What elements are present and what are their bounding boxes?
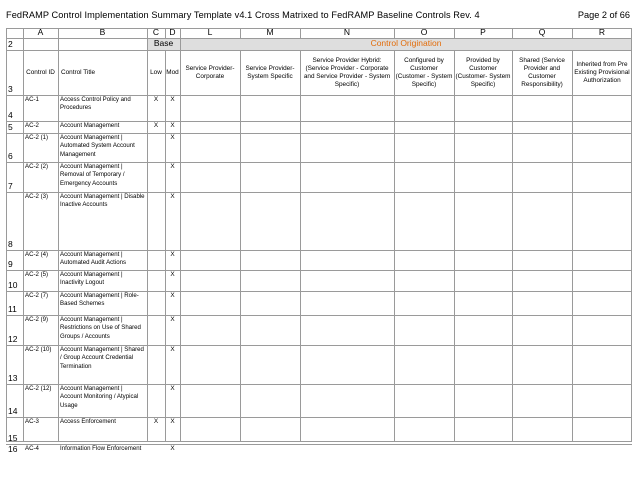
control-id[interactable]: AC-2 (9) — [25, 316, 49, 323]
empty-cell[interactable] — [300, 250, 394, 270]
page-number: Page 2 of 66 — [577, 10, 630, 20]
control-id[interactable]: AC-4 — [25, 445, 39, 452]
control-title[interactable]: Account Management | Automated System Account Management — [60, 134, 135, 158]
empty-cell[interactable] — [180, 250, 240, 270]
low-mark[interactable] — [147, 444, 165, 445]
spreadsheet-grid — [6, 28, 632, 454]
column-title: Service Provider Hybrid: (Service Provider - Corporate and Service Provider - System Specific) — [303, 56, 391, 88]
column-title: Configured by Customer (Customer - System Specific) — [395, 56, 453, 88]
column-header-n[interactable]: N — [343, 28, 351, 37]
empty-cell[interactable] — [454, 162, 512, 192]
row-number[interactable]: 11 — [8, 304, 17, 314]
empty-cell[interactable] — [300, 315, 394, 345]
empty-cell[interactable] — [300, 121, 394, 133]
control-id[interactable]: AC-2 (10) — [25, 346, 52, 353]
empty-cell[interactable] — [572, 384, 632, 417]
column-title: Shared (Service Provider and Customer Responsibility) — [519, 56, 565, 88]
low-mark[interactable] — [147, 345, 165, 384]
empty-cell[interactable] — [394, 133, 454, 162]
empty-cell[interactable] — [512, 192, 572, 250]
control-origination-label: Control Origination — [370, 39, 442, 48]
empty-cell[interactable] — [240, 133, 300, 162]
control-id[interactable]: AC-3 — [25, 418, 39, 425]
empty-cell[interactable] — [454, 192, 512, 250]
empty-cell[interactable] — [180, 270, 240, 291]
empty-cell[interactable] — [512, 315, 572, 345]
empty-cell[interactable] — [300, 95, 394, 121]
column-header-b[interactable]: B — [99, 28, 106, 37]
row-number[interactable]: 9 — [8, 259, 13, 269]
mod-mark[interactable]: X — [170, 418, 175, 425]
empty-cell[interactable] — [180, 417, 240, 444]
empty-cell[interactable] — [300, 417, 394, 444]
control-id[interactable]: AC-2 (5) — [25, 271, 49, 278]
empty-cell[interactable] — [454, 250, 512, 270]
empty-cell[interactable] — [512, 291, 572, 315]
empty-cell[interactable] — [394, 384, 454, 417]
empty-cell[interactable] — [394, 315, 454, 345]
low-mark[interactable]: X — [153, 96, 159, 103]
low-mark[interactable] — [147, 133, 165, 162]
row-number[interactable]: 14 — [8, 406, 18, 416]
empty-cell[interactable] — [512, 121, 572, 133]
empty-cell[interactable] — [572, 250, 632, 270]
column-header-l[interactable]: L — [207, 28, 213, 37]
empty-cell[interactable] — [240, 291, 300, 315]
low-mark[interactable] — [147, 384, 165, 417]
empty-cell[interactable] — [180, 162, 240, 192]
row-number[interactable]: 7 — [8, 181, 13, 191]
empty-cell[interactable] — [180, 192, 240, 250]
empty-cell[interactable] — [240, 192, 300, 250]
empty-cell[interactable] — [394, 250, 454, 270]
empty-cell[interactable] — [394, 291, 454, 315]
mod-mark[interactable]: X — [170, 163, 175, 170]
column-title: Provided by Customer (Customer- System Specific) — [455, 56, 511, 88]
column-header-o[interactable]: O — [420, 28, 428, 37]
column-title: Service Provider-Corporate — [185, 64, 235, 80]
empty-cell[interactable] — [300, 133, 394, 162]
control-title[interactable]: Account Management | Removal of Temporary / Emergency Accounts — [60, 163, 125, 187]
control-id[interactable]: AC-2 (7) — [25, 292, 49, 299]
control-id[interactable]: AC-2 (12) — [25, 385, 52, 392]
empty-cell[interactable] — [512, 162, 572, 192]
mod-mark[interactable]: X — [170, 193, 175, 200]
control-title[interactable]: Account Management | Automated Audit Actions — [60, 251, 127, 267]
row-number[interactable]: 4 — [8, 110, 13, 120]
column-header-m[interactable]: M — [266, 28, 274, 37]
empty-cell[interactable] — [572, 315, 632, 345]
row-number[interactable]: 2 — [8, 39, 13, 49]
control-title[interactable]: Access Enforcement — [60, 418, 116, 425]
empty-cell[interactable] — [512, 270, 572, 291]
empty-cell[interactable] — [180, 291, 240, 315]
empty-cell[interactable] — [454, 133, 512, 162]
empty-cell[interactable] — [572, 121, 632, 133]
empty-cell[interactable] — [180, 384, 240, 417]
column-header-p[interactable]: P — [480, 28, 486, 37]
empty-cell[interactable] — [240, 162, 300, 192]
column-title: Low — [150, 68, 162, 76]
control-id[interactable]: AC-2 (4) — [25, 251, 49, 258]
empty-cell[interactable] — [240, 345, 300, 384]
empty-cell[interactable] — [180, 345, 240, 384]
column-title: Mod — [166, 68, 179, 76]
column-header-r[interactable]: R — [598, 28, 606, 37]
control-id[interactable]: AC-1 — [25, 96, 39, 103]
low-mark[interactable]: X — [153, 122, 159, 129]
column-header-a[interactable]: A — [37, 28, 44, 37]
empty-cell[interactable] — [300, 291, 394, 315]
column-title: Control Title — [61, 68, 96, 76]
control-title[interactable]: Information Flow Enforcement — [60, 445, 142, 452]
row-number[interactable]: 13 — [8, 373, 18, 383]
empty-cell[interactable] — [300, 384, 394, 417]
empty-cell[interactable] — [572, 192, 632, 250]
empty-cell[interactable] — [300, 162, 394, 192]
low-mark[interactable]: X — [153, 418, 159, 425]
row-number[interactable]: 5 — [8, 122, 13, 132]
empty-cell[interactable] — [394, 270, 454, 291]
empty-cell[interactable] — [572, 95, 632, 121]
empty-cell[interactable] — [180, 315, 240, 345]
low-mark[interactable] — [147, 162, 165, 192]
empty-cell[interactable] — [512, 384, 572, 417]
empty-cell[interactable] — [454, 270, 512, 291]
control-id[interactable]: AC-2 — [25, 122, 39, 129]
row-number[interactable]: 3 — [8, 84, 13, 94]
empty-cell[interactable] — [300, 270, 394, 291]
column-header-c[interactable]: C — [152, 28, 160, 37]
low-mark[interactable] — [147, 250, 165, 270]
column-title: Inherited from Pre Existing Provisional Authorization — [574, 60, 630, 84]
control-id[interactable]: AC-2 (3) — [25, 193, 49, 200]
row-number[interactable]: 6 — [8, 151, 13, 161]
control-title[interactable]: Account Management — [60, 122, 120, 129]
mod-mark[interactable]: X — [170, 292, 175, 299]
row-number[interactable]: 16 — [8, 444, 18, 454]
control-title[interactable]: Access Control Policy and Procedures — [60, 96, 131, 112]
empty-cell[interactable] — [240, 315, 300, 345]
low-mark[interactable] — [147, 192, 165, 250]
empty-cell[interactable] — [394, 121, 454, 133]
empty-cell[interactable] — [240, 384, 300, 417]
mod-mark[interactable]: X — [170, 134, 175, 141]
empty-cell[interactable] — [454, 315, 512, 345]
mod-mark[interactable]: X — [170, 316, 175, 323]
empty-cell[interactable] — [300, 345, 394, 384]
control-title[interactable]: Account Management | Account Monitoring / Atypical Usage — [60, 385, 139, 409]
empty-cell[interactable] — [394, 345, 454, 384]
empty-cell[interactable] — [572, 133, 632, 162]
empty-cell[interactable] — [512, 345, 572, 384]
mod-mark[interactable]: X — [170, 251, 175, 258]
low-mark[interactable] — [147, 315, 165, 345]
control-title[interactable]: Account Management | Inactivity Logout — [60, 271, 123, 287]
empty-cell[interactable] — [454, 121, 512, 133]
empty-cell[interactable] — [240, 95, 300, 121]
empty-cell[interactable] — [240, 121, 300, 133]
empty-cell[interactable] — [454, 291, 512, 315]
empty-cell[interactable] — [572, 270, 632, 291]
empty-cell[interactable] — [180, 95, 240, 121]
empty-cell[interactable] — [180, 121, 240, 133]
column-header-q[interactable]: Q — [538, 28, 546, 37]
empty-cell[interactable] — [572, 417, 632, 444]
column-title: Control ID — [26, 68, 55, 76]
control-id[interactable]: AC-2 (2) — [25, 163, 49, 170]
control-title[interactable]: Account Management | Role-Based Schemes — [60, 292, 139, 308]
column-header-d[interactable]: D — [169, 28, 176, 37]
empty-cell[interactable] — [572, 162, 632, 192]
empty-cell[interactable] — [454, 345, 512, 384]
empty-cell[interactable] — [300, 192, 394, 250]
low-mark[interactable] — [147, 291, 165, 315]
row-number[interactable]: 12 — [8, 334, 18, 344]
empty-cell[interactable] — [240, 417, 300, 444]
mod-mark[interactable]: X — [170, 385, 175, 392]
row-number[interactable]: 10 — [8, 280, 18, 290]
page-title: FedRAMP Control Implementation Summary Template v4.1 Cross Matrixed to FedRAMP Baseline Controls Rev. 4 — [6, 10, 480, 20]
mod-mark[interactable]: X — [170, 96, 175, 103]
empty-cell[interactable] — [454, 95, 512, 121]
empty-cell[interactable] — [572, 345, 632, 384]
empty-cell[interactable] — [394, 162, 454, 192]
empty-cell[interactable] — [454, 384, 512, 417]
empty-cell[interactable] — [454, 417, 512, 444]
mod-mark[interactable]: X — [170, 445, 175, 452]
empty-cell[interactable] — [240, 250, 300, 270]
control-id[interactable]: AC-2 (1) — [25, 134, 49, 141]
control-title[interactable]: Account Management | Disable Inactive Accounts — [60, 193, 145, 209]
control-title[interactable]: Account Management | Restrictions on Use of Shared Groups / Accounts — [60, 316, 141, 340]
empty-cell[interactable] — [512, 133, 572, 162]
mod-mark[interactable]: X — [170, 271, 175, 278]
row-number[interactable]: 15 — [8, 433, 18, 443]
empty-cell[interactable] — [512, 95, 572, 121]
control-title[interactable]: Account Management | Shared / Group Account Credential Termination — [60, 346, 144, 370]
empty-cell[interactable] — [394, 95, 454, 121]
column-title: Service Provider-System Specific — [245, 64, 295, 80]
empty-cell[interactable] — [394, 192, 454, 250]
empty-cell[interactable] — [394, 417, 454, 444]
empty-cell[interactable] — [180, 133, 240, 162]
mod-mark[interactable]: X — [170, 122, 175, 129]
empty-cell[interactable] — [512, 250, 572, 270]
empty-cell[interactable] — [512, 417, 572, 444]
row-number[interactable]: 8 — [8, 239, 13, 249]
low-mark[interactable] — [147, 270, 165, 291]
base-label: Base — [153, 39, 174, 48]
mod-mark[interactable]: X — [170, 346, 175, 353]
empty-cell[interactable] — [240, 270, 300, 291]
empty-cell[interactable] — [572, 291, 632, 315]
